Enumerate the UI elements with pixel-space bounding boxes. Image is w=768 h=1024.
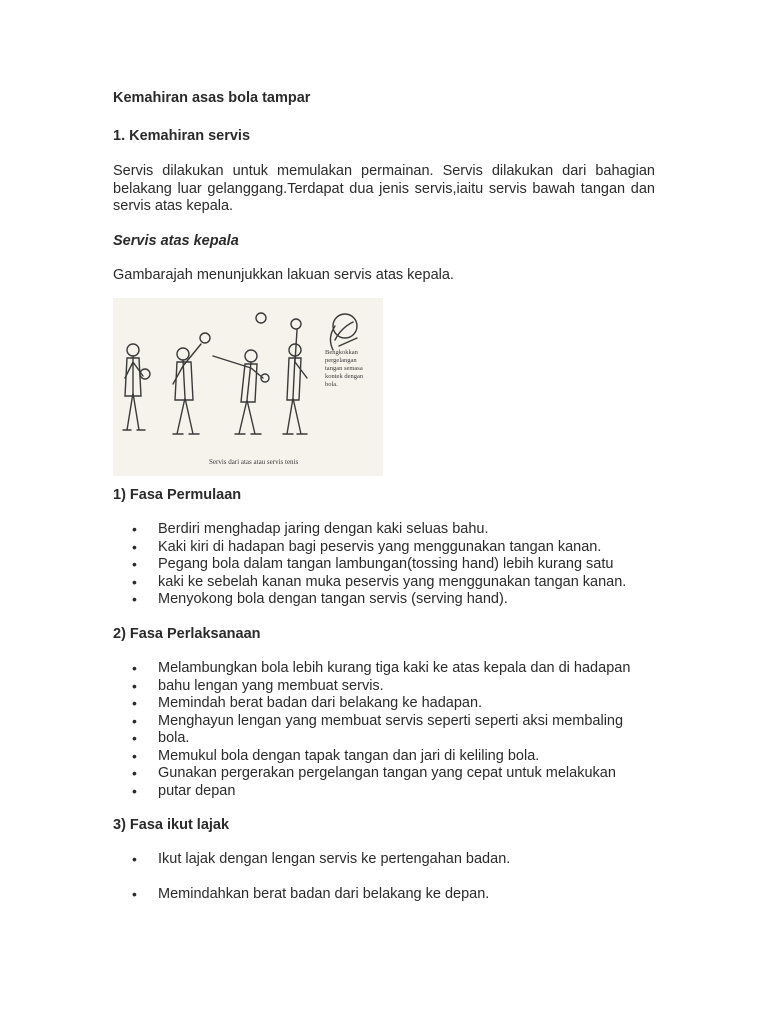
- list-item: • bola.: [113, 730, 673, 748]
- list-item: • Menyokong bola dengan tangan servis (serving hand).: [113, 591, 673, 609]
- list-item: • bahu lengan yang membuat servis.: [113, 678, 673, 696]
- serve-sequence-drawing: [113, 298, 383, 476]
- list-item: • putar depan: [113, 783, 673, 801]
- list-item: • Menghayun lengan yang membuat servis seperti seperti aksi membaling: [113, 713, 673, 731]
- phase3-heading: 3) Fasa ikut lajak: [113, 817, 230, 833]
- list-item: • Pegang bola dalam tangan lambungan(tossing hand) lebih kurang satu: [113, 556, 673, 574]
- phase1-list: [113, 521, 673, 609]
- list-item: • Melambungkan bola lebih kurang tiga kaki ke atas kepala dan di hadapan: [113, 660, 673, 678]
- annotation-line-1: Bengkokkan: [325, 349, 358, 356]
- figure-caption: Servis dari atas atau servis tenis: [209, 458, 299, 466]
- section-paragraph-servis: Servis dilakukan untuk memulakan permainan. Servis dilakukan dari bahagian belakang luar gelanggang.Terdapat dua jenis servis,iaitu servis bawah tangan dan servis atas kepala.: [113, 163, 655, 214]
- phase2-heading: 2) Fasa Perlaksanaan: [113, 626, 261, 642]
- list-item: • Berdiri menghadap jaring dengan kaki seluas bahu.: [113, 521, 673, 539]
- list-item: • Kaki kiri di hadapan bagi peservis yang menggunakan tangan kanan.: [113, 539, 673, 557]
- list-item: • Memindah berat badan dari belakang ke hadapan.: [113, 695, 673, 713]
- document-title: Kemahiran asas bola tampar: [113, 90, 311, 106]
- phase3-list-b: [113, 886, 673, 904]
- subheading-servis-atas-kepala: Servis atas kepala: [113, 233, 239, 249]
- figure-intro-text: Gambarajah menunjukkan lakuan servis atas kepala.: [113, 267, 454, 283]
- section-heading-servis: 1. Kemahiran servis: [113, 128, 251, 144]
- list-item: • Memindahkan berat badan dari belakang ke depan.: [113, 886, 673, 904]
- phase2-list: [113, 660, 673, 800]
- list-item: • Gunakan pergerakan pergelangan tangan yang cepat untuk melakukan: [113, 765, 673, 783]
- serve-sequence-illustration: [113, 298, 383, 476]
- phase3-list-a: [113, 851, 673, 869]
- annotation-line-5: bola.: [325, 381, 338, 388]
- phase1-heading: 1) Fasa Permulaan: [113, 487, 242, 503]
- annotation-line-4: kontek dengan: [325, 373, 364, 380]
- list-item: • Ikut lajak dengan lengan servis ke pertengahan badan.: [113, 851, 673, 869]
- annotation-line-2: pergelangan: [325, 357, 357, 364]
- list-item: • Memukul bola dengan tapak tangan dan jari di keliling bola.: [113, 748, 673, 766]
- list-item: • kaki ke sebelah kanan muka peservis yang menggunakan tangan kanan.: [113, 574, 673, 592]
- annotation-line-3: tangan semasa: [325, 365, 363, 372]
